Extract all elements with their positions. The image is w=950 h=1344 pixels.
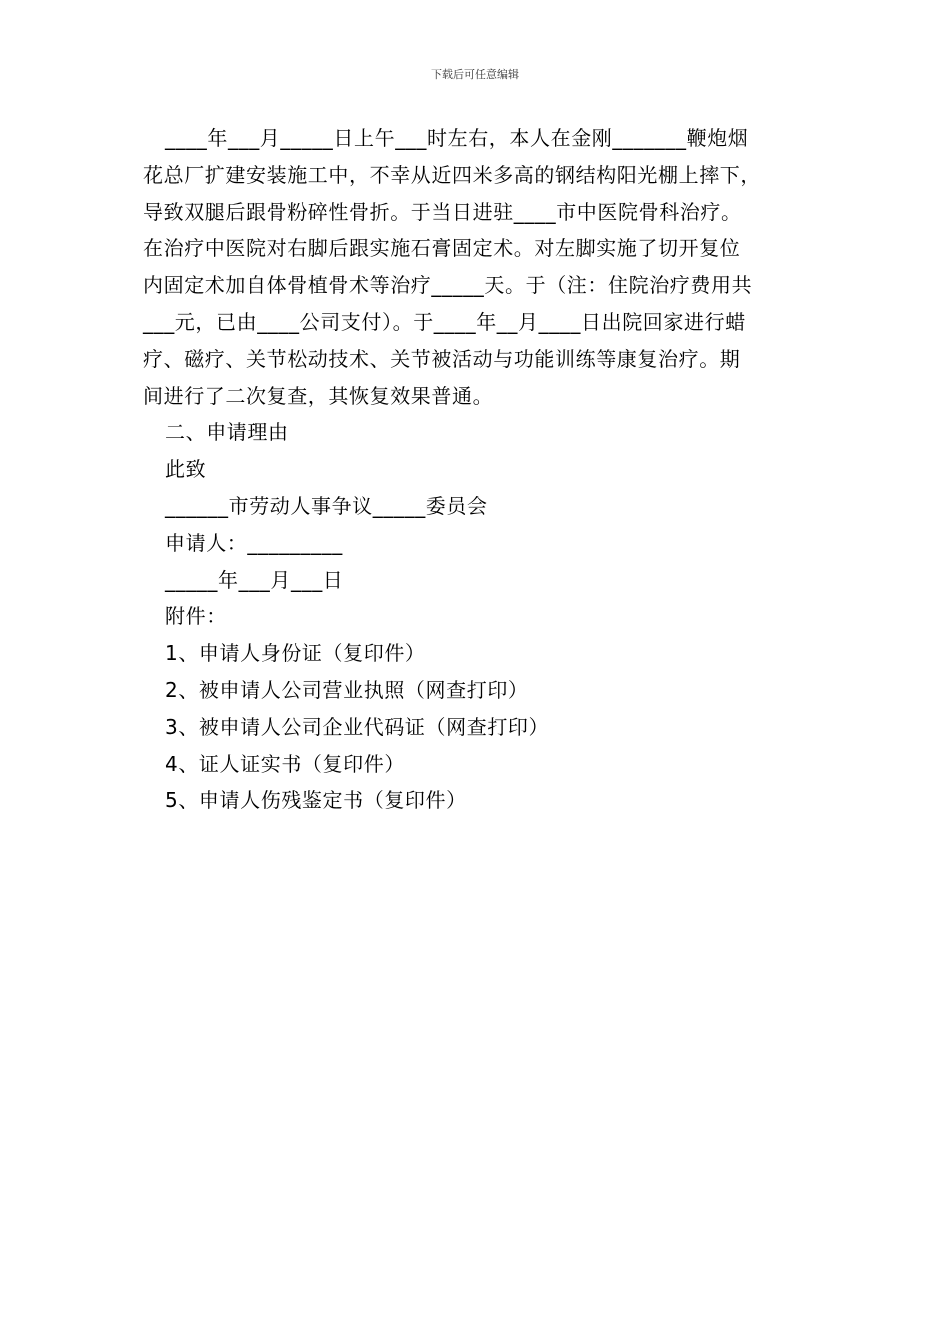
attachment-item: 3、被申请人公司企业代码证（网查打印） <box>165 714 550 739</box>
recipient-line: ______市劳动人事争议_____委员会 <box>165 493 488 518</box>
document-body <box>143 120 821 819</box>
paragraph-line: 疗、磁疗、关节松动技术、关节被活动与功能训练等康复治疗。期 <box>143 346 741 371</box>
paragraph-line: 导致双腿后跟骨粉碎性骨折。于当日进驻____市中医院骨科治疗。 <box>143 199 742 224</box>
attachment-item: 2、被申请人公司营业执照（网查打印） <box>165 677 529 702</box>
paragraph-line: ___元，已由____公司支付）。于____年__月____日出院回家进行蜡 <box>143 309 746 334</box>
date-line: _____年___月___日 <box>165 567 344 592</box>
paragraph-line: ____年___月_____日上午___时左右，本人在金刚_______鞭炮烟 <box>165 126 749 150</box>
paragraph-line: 花总厂扩建安装施工中，不幸从近四米多高的钢结构阳光棚上摔下， <box>143 162 761 187</box>
attachment-item: 5、申请人伤残鉴定书（复印件） <box>165 788 467 813</box>
paragraph-line: 间进行了二次复查，其恢复效果普通。 <box>143 383 494 408</box>
attachment-item: 1、申请人身份证（复印件） <box>165 641 426 666</box>
incident-paragraph <box>143 120 821 414</box>
page-header: 下载后可任意编辑 <box>431 68 519 81</box>
attachments-list <box>143 635 821 819</box>
paragraph-line: 内固定术加自体骨植骨术等治疗_____天。于（注：住院治疗费用共 <box>143 273 753 298</box>
attachment-item: 4、证人证实书（复印件） <box>165 751 405 776</box>
applicant-line: 申请人：_________ <box>165 530 343 555</box>
attachments-title: 附件： <box>165 604 227 629</box>
paragraph-line: 在治疗中医院对右脚后跟实施石膏固定术。对左脚实施了切开复位 <box>143 236 741 261</box>
closing-salutation: 此致 <box>165 457 207 482</box>
section-title: 二、申请理由 <box>165 420 289 445</box>
